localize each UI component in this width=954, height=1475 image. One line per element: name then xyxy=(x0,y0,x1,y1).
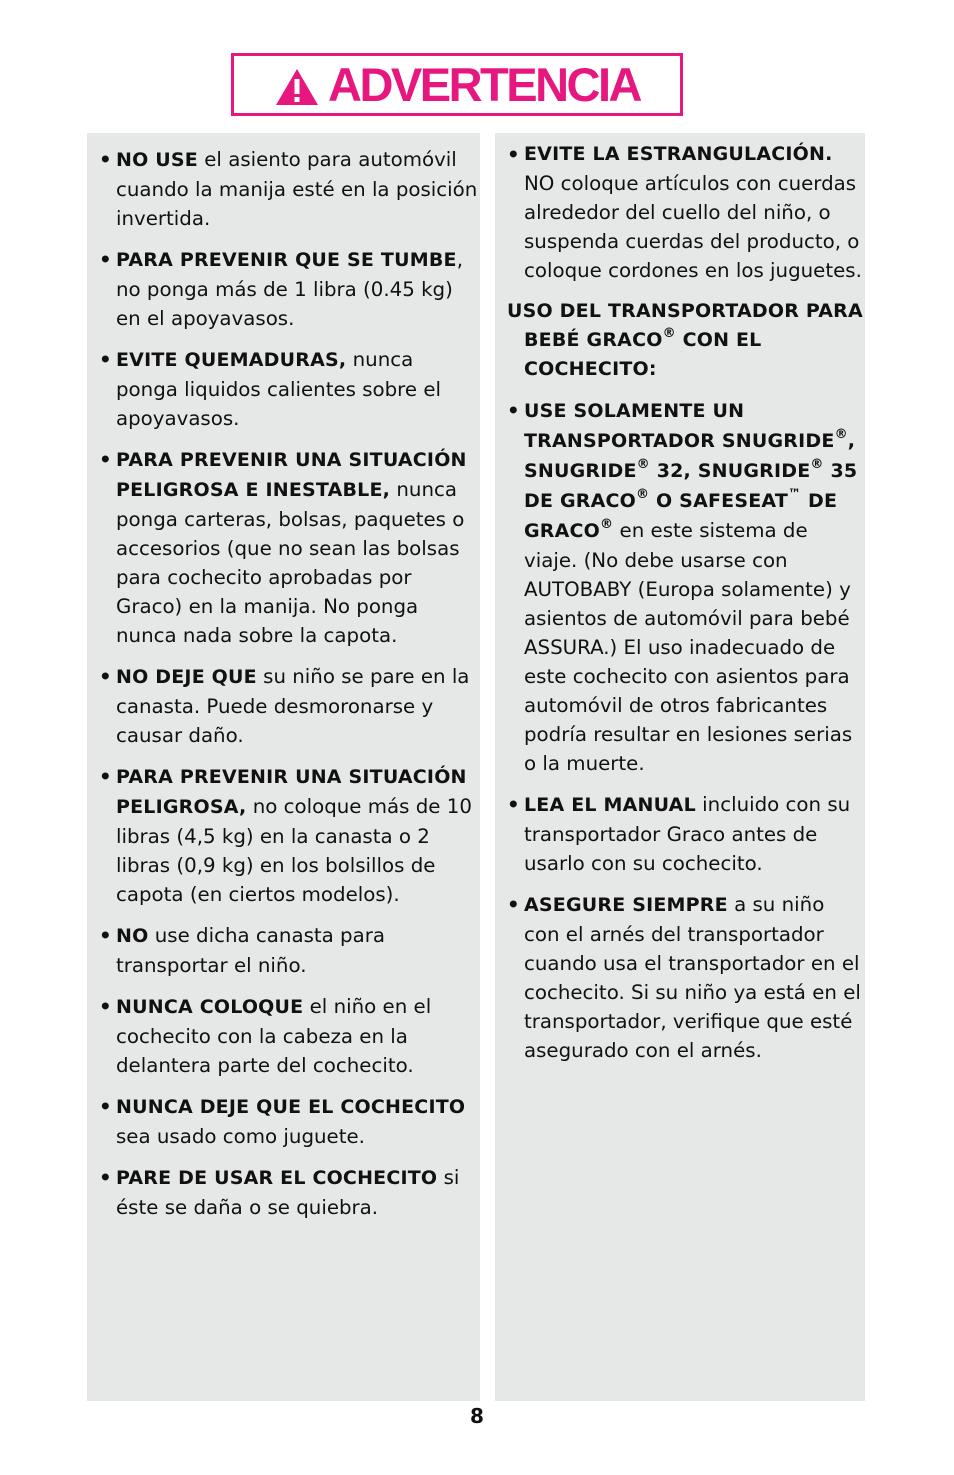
warning-item xyxy=(99,145,480,233)
bullet: • xyxy=(99,348,112,371)
right-column xyxy=(495,133,865,1401)
bold-part: , SNUGRIDE xyxy=(524,430,856,482)
warning-header xyxy=(231,53,683,116)
warning-item xyxy=(99,921,480,980)
warning-item xyxy=(99,445,480,650)
bullet: • xyxy=(99,924,112,947)
item-text: si éste se daña o se quiebra. xyxy=(116,1166,460,1219)
item-bold: NO USE xyxy=(116,149,198,171)
item-bold: EVITE LA ESTRANGULACIÓN. xyxy=(524,143,833,165)
registered-mark: ® xyxy=(810,456,824,472)
registered-mark: ® xyxy=(600,516,614,532)
item-text: incluido con su transportador Graco antes de usarlo con su cochecito. xyxy=(524,793,851,875)
bullet: • xyxy=(99,1166,112,1189)
warning-item xyxy=(99,245,480,333)
item-bold: PARE DE USAR EL COCHECITO xyxy=(116,1167,438,1189)
item-text: sea usado como juguete. xyxy=(116,1125,365,1148)
item-bold: NO xyxy=(116,925,149,947)
item-text: nunca ponga carteras, bolsas, paquetes o accesorios (que no sean las bolsas para cochecito aprobadas por Graco) en la manija. No ponga nunca nada sobre la capota. xyxy=(116,478,465,647)
registered-mark: ® xyxy=(662,325,676,341)
bullet: • xyxy=(99,765,112,788)
page-number: 8 xyxy=(470,1404,484,1428)
item-bold: LEA EL MANUAL xyxy=(524,794,696,816)
item-text: en este sistema de viaje. (No debe usarse con AUTOBABY (Europa solamente) y asientos de automóvil para bebé ASSURA.) El uso inadecuado de este cochecito con asientos para automóvil de otros fabricantes podría resultar en lesiones serias o la muerte. xyxy=(524,519,853,775)
bullet: • xyxy=(507,893,520,916)
warning-item xyxy=(99,992,480,1080)
item-text: a su niño con el arnés del transportador cuando usa el transportador en el cochecito. Si su niño ya está en el transportador, verifique que esté asegurado con el arnés. xyxy=(524,893,861,1062)
item-bold: NUNCA COLOQUE xyxy=(116,996,304,1018)
trademark-mark: ™ xyxy=(787,486,802,502)
item-bold: PARA PREVENIR UNA SITUACIÓN PELIGROSA E INESTABLE, xyxy=(116,449,467,501)
bullet: • xyxy=(99,248,112,271)
warning-item xyxy=(507,140,865,285)
registered-mark: ® xyxy=(834,426,848,442)
item-text: , no ponga más de 1 libra (0.45 kg) en el apoyavasos. xyxy=(116,248,463,330)
warning-item xyxy=(99,662,480,750)
item-text: el niño en el cochecito con la cabeza en la delantera parte del cochecito. xyxy=(116,995,432,1077)
warning-item xyxy=(99,1163,480,1222)
bullet: • xyxy=(99,1095,112,1118)
registered-mark: ® xyxy=(636,456,650,472)
warning-item xyxy=(507,396,865,778)
item-text: su niño se pare en la canasta. Puede desmoronarse y causar daño. xyxy=(116,665,470,747)
bullet: • xyxy=(507,793,520,816)
bullet: • xyxy=(507,143,520,166)
item-bold: NUNCA DEJE QUE EL COCHECITO xyxy=(116,1096,466,1118)
item-bold: EVITE QUEMADURAS, xyxy=(116,349,347,371)
registered-mark: ® xyxy=(636,486,650,502)
bullet: • xyxy=(99,148,112,171)
heading-part: USO DEL TRANSPORTADOR PARA BEBÉ GRACO xyxy=(507,300,863,351)
warning-item xyxy=(507,890,865,1065)
item-text: nunca ponga liquidos calientes sobre el apoyavasos. xyxy=(116,348,441,430)
bullet: • xyxy=(99,448,112,471)
bullet: • xyxy=(99,995,112,1018)
item-text: el asiento para automóvil cuando la manija esté en la posición invertida. xyxy=(116,148,478,230)
bold-part: USE SOLAMENTE UN TRANSPORTADOR SNUGRIDE xyxy=(524,400,835,452)
page-title: ADVERTENCIA xyxy=(328,58,640,111)
section-heading xyxy=(507,297,865,384)
warning-item xyxy=(99,762,480,909)
item-text: use dicha canasta para transportar el niño. xyxy=(116,924,385,977)
item-text: NO coloque artículos con cuerdas alrededor del cuello del niño, o suspenda cuerdas del producto, o coloque cordones en los juguetes. xyxy=(524,172,862,282)
bullet: • xyxy=(99,665,112,688)
item-bold: NO DEJE QUE xyxy=(116,666,257,688)
item-bold: PARA PREVENIR UNA SITUACIÓN PELIGROSA, xyxy=(116,766,467,818)
warning-item xyxy=(99,1092,480,1151)
bold-part: DE GRACO xyxy=(524,490,838,542)
warning-item xyxy=(507,790,865,878)
bold-part: 32, SNUGRIDE xyxy=(649,460,811,482)
left-column xyxy=(87,133,480,1401)
heading-part: CON EL COCHECITO: xyxy=(524,329,762,380)
bullet: • xyxy=(507,399,520,422)
item-bold: PARA PREVENIR QUE SE TUMBE xyxy=(116,249,457,271)
item-bold: ASEGURE SIEMPRE xyxy=(524,894,728,916)
bold-part: O SAFESEAT xyxy=(649,490,788,512)
item-text: no coloque más de 10 libras (4,5 kg) en la canasta o 2 libras (0,9 kg) en los bolsillos de capota (en ciertos modelos). xyxy=(116,795,472,906)
warning-item xyxy=(99,345,480,433)
warning-triangle-icon xyxy=(274,67,320,107)
bold-part: 35 DE GRACO xyxy=(524,460,858,512)
